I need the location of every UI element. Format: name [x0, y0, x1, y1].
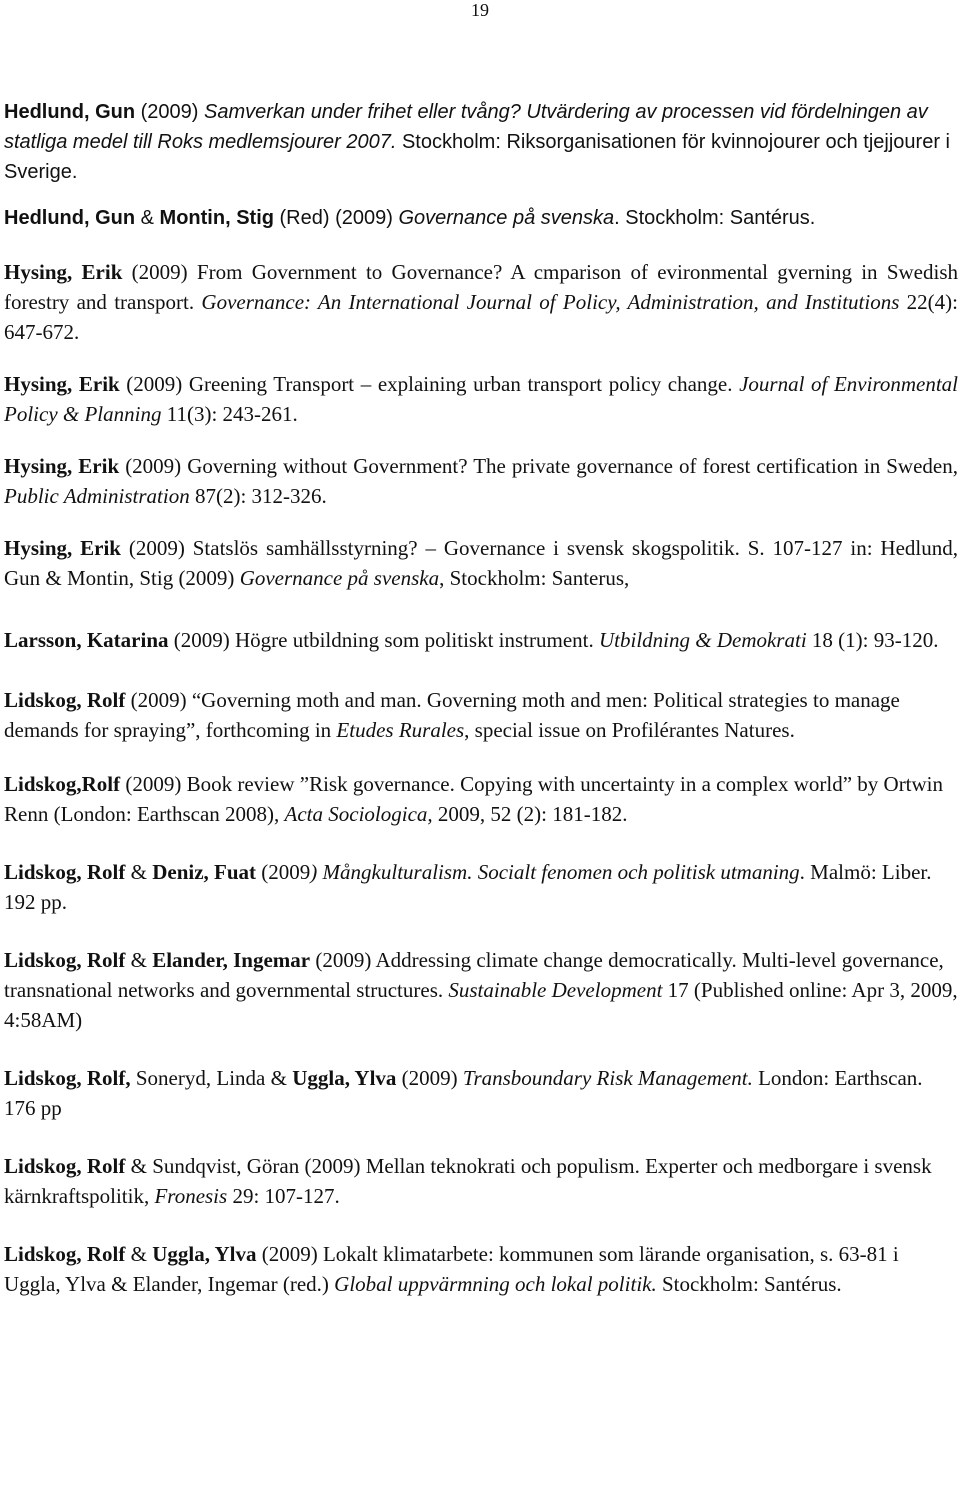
reference-text: . Stockholm: Santérus.: [614, 207, 816, 229]
reference-text: (2009) Lokalt klimatarbete: kommunen som lärande organisation, s. 63-81 i Uggla, Ylva & Elander, Ingemar (red.): [4, 1242, 899, 1296]
reference-author: Hysing, Erik: [4, 536, 121, 560]
reference-text: . Malmö: Liber. 192 pp.: [4, 860, 932, 914]
reference-text: (2009) Statslös samhällsstyrning? – Governance i svensk skogspolitik. S. 107-127 in: Hedlund, Gun & Montin, Stig (2009): [4, 536, 958, 590]
reference-author: Lidskog, Rolf,: [4, 1066, 131, 1090]
reference-title: Sustainable Development: [448, 978, 663, 1002]
reference-author: Larsson, Katarina: [4, 628, 169, 652]
reference-text: 29: 107-127.: [227, 1184, 340, 1208]
reference-author: Lidskog,Rolf: [4, 772, 121, 796]
reference-text: (2009): [135, 101, 205, 123]
reference-text: 17 (Published online: Apr 3, 2009, 4:58AM): [4, 978, 958, 1032]
reference-entry: [4, 625, 958, 655]
reference-text: & Sundqvist, Göran (2009) Mellan teknokrati och populism. Experter och medborgare i svensk kärnkraftspolitik,: [4, 1154, 932, 1208]
reference-entry: [4, 533, 958, 593]
reference-entry: [4, 769, 958, 829]
reference-title: Acta Sociologica,: [284, 802, 433, 826]
reference-text: 87(2): 312-326.: [189, 484, 327, 508]
reference-entry: [4, 1063, 958, 1123]
reference-text: (Red) (2009): [273, 207, 399, 229]
reference-text: Soneryd, Linda &: [130, 1066, 293, 1090]
reference-text: (2009): [396, 1066, 463, 1090]
reference-author: Lidskog, Rolf: [4, 1242, 126, 1266]
reference-text: , Stockholm: Santerus,: [439, 566, 630, 590]
reference-entry: [4, 369, 958, 429]
reference-title: Governance: An International Journal of Policy, Administration, and Institutions: [201, 290, 900, 314]
reference-author: Hedlund, Gun: [4, 101, 136, 123]
reference-text: &: [125, 948, 153, 972]
reference-text: London: Earthscan. 176 pp: [4, 1066, 923, 1120]
reference-entry: [4, 857, 958, 917]
reference-title: Transboundary Risk Management.: [462, 1066, 753, 1090]
reference-author: Hysing, Erik: [4, 372, 120, 396]
reference-entry: [4, 451, 958, 511]
reference-text: 2009, 52 (2): 181-182.: [432, 802, 628, 826]
reference-author: Lidskog, Rolf: [4, 1154, 126, 1178]
reference-author: Lidskog, Rolf: [4, 948, 126, 972]
reference-entry: [4, 257, 958, 347]
reference-text: 18 (1): 93-120.: [806, 628, 939, 652]
reference-text: (2009: [256, 860, 311, 884]
reference-text: (2009) Governing without Government? The private governance of forest certification in Sweden,: [119, 454, 958, 478]
reference-author: Hedlund, Gun: [4, 207, 136, 229]
reference-text: &: [135, 207, 160, 229]
reference-text: (2009) “Governing moth and man. Governing moth and men: Political strategies to manage demands for spraying”, forthcoming in: [4, 688, 900, 742]
reference-title: Global uppvärmning och lokal politik.: [334, 1272, 657, 1296]
reference-title: Etudes Rurales: [336, 718, 465, 742]
reference-title: Journal of Environmental Policy & Planning: [4, 372, 958, 426]
reference-author: Hysing, Erik: [4, 454, 120, 478]
reference-text: , special issue on Profilérantes Natures.: [464, 718, 795, 742]
reference-text: (2009) Högre utbildning som politiskt instrument.: [168, 628, 599, 652]
reference-text: 11(3): 243-261.: [161, 402, 298, 426]
reference-title: Samverkan under frihet eller tvång? Utvärdering av processen vid fördelningen av statliga medel till Roks medlemsjourer 2007.: [4, 101, 928, 153]
reference-entry: [4, 203, 958, 233]
reference-text: Stockholm: Riksorganisationen för kvinnojourer och tjejjourer i Sverige.: [4, 131, 950, 183]
reference-entry: [4, 945, 958, 1035]
reference-author: Uggla, Ylva: [292, 1066, 397, 1090]
reference-text: 22(4): 647-672.: [4, 290, 959, 344]
reference-entry: [4, 685, 958, 745]
reference-list: [4, 97, 958, 1299]
reference-text: (2009) From Government to Governance? A cmparison of evironmental gverning in Swedish forestry and transport.: [4, 260, 958, 314]
reference-entry: [4, 1239, 958, 1299]
reference-author: Deniz, Fuat: [152, 860, 257, 884]
reference-title: Fronesis: [154, 1184, 228, 1208]
reference-text: Stockholm: Santérus.: [656, 1272, 842, 1296]
reference-text: (2009) Greening Transport – explaining urban transport policy change.: [119, 372, 740, 396]
reference-text: &: [125, 860, 153, 884]
reference-author: Lidskog, Rolf: [4, 688, 126, 712]
reference-title: Utbildning & Demokrati: [599, 628, 807, 652]
reference-text: (2009) Book review ”Risk governance. Copying with uncertainty in a complex world” by Ortwin Renn (London: Earthscan 2008),: [4, 772, 944, 826]
reference-title: Governance på svenska: [398, 207, 615, 229]
reference-author: Elander, Ingemar: [152, 948, 311, 972]
reference-title: Governance på svenska: [239, 566, 440, 590]
reference-title: Public Administration: [4, 484, 190, 508]
reference-author: Montin, Stig: [159, 207, 274, 229]
reference-entry: [4, 1151, 958, 1211]
reference-entry: [4, 97, 958, 187]
reference-text: &: [125, 1242, 153, 1266]
page-number: 19: [471, 0, 489, 20]
reference-author: Lidskog, Rolf: [4, 860, 126, 884]
reference-author: Uggla, Ylva: [152, 1242, 257, 1266]
reference-author: Hysing, Erik: [4, 260, 123, 284]
reference-title: ) Mångkulturalism. Socialt fenomen och politisk utmaning: [310, 860, 800, 884]
reference-text: (2009) Addressing climate change democratically. Multi-level governance, transnational networks and governmental structures.: [4, 948, 944, 1002]
